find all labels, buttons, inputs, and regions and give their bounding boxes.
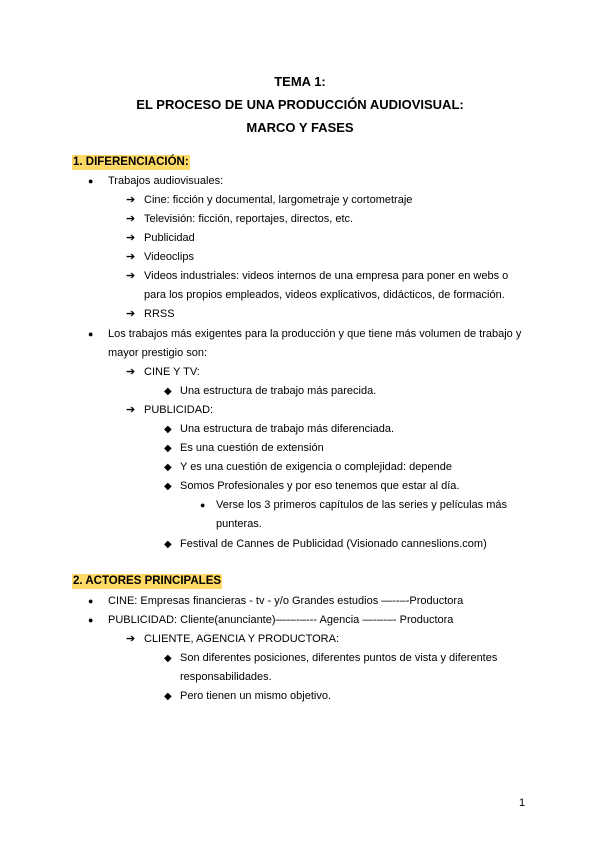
list-item: Verse los 3 primeros capítulos de las series y películas más	[216, 499, 508, 511]
arrow-icon: ➔	[126, 633, 136, 645]
arrow-icon: ➔	[126, 308, 136, 320]
list-item: Una estructura de trabajo más diferenciada.	[180, 423, 395, 435]
list-item: Los trabajos más exigentes para la producción y que tiene más volumen de trabajo y	[108, 328, 522, 340]
bullet-dot-icon: ●	[88, 329, 94, 339]
list-item: Trabajos audiovisuales:	[108, 175, 224, 187]
diamond-bullet-icon: ◆	[164, 462, 172, 473]
list-item-continuation: punteras.	[216, 518, 262, 530]
title-line-1: TEMA 1:	[274, 74, 326, 89]
list-item-continuation: responsabilidades.	[180, 671, 272, 683]
bullet-dot-icon: ●	[200, 500, 206, 510]
title-line-2: EL PROCESO DE UNA PRODUCCIÓN AUDIOVISUAL:	[136, 97, 464, 112]
diamond-bullet-icon: ◆	[164, 691, 172, 702]
list-item: Una estructura de trabajo más parecida.	[180, 385, 377, 397]
list-item: Son diferentes posiciones, diferentes puntos de vista y diferentes	[180, 652, 498, 664]
arrow-icon: ➔	[126, 213, 136, 225]
arrow-icon: ➔	[126, 404, 136, 416]
arrow-icon: ➔	[126, 194, 136, 206]
list-item: Cine: ficción y documental, largometraje y cortometraje	[144, 194, 413, 206]
list-item: PUBLICIDAD: Cliente(anunciante)—-–-–--- Agencia —-–-–- Productora	[108, 614, 454, 626]
list-item: Televisión: ficción, reportajes, directos, etc.	[144, 213, 354, 225]
list-item: PUBLICIDAD:	[144, 404, 214, 416]
list-item-continuation: mayor prestigio son:	[108, 347, 208, 359]
section-2-heading: 2. ACTORES PRINCIPALES	[73, 575, 222, 587]
list-item: RRSS	[144, 308, 175, 320]
page-number: 1	[519, 797, 526, 809]
list-item: CINE: Empresas financieras - tv - y/o Grandes estudios —--–-Productora	[108, 595, 464, 607]
list-item: Videos industriales: videos internos de una empresa para poner en webs o	[144, 270, 509, 282]
list-item: Videoclips	[144, 251, 194, 263]
diamond-bullet-icon: ◆	[164, 424, 172, 435]
bullet-dot-icon: ●	[88, 615, 94, 625]
diamond-bullet-icon: ◆	[164, 386, 172, 397]
list-item: Es una cuestión de extensión	[180, 442, 324, 454]
diamond-bullet-icon: ◆	[164, 443, 172, 454]
list-item: CLIENTE, AGENCIA Y PRODUCTORA:	[144, 633, 339, 645]
diamond-bullet-icon: ◆	[164, 653, 172, 664]
arrow-icon: ➔	[126, 232, 136, 244]
arrow-icon: ➔	[126, 270, 136, 282]
diamond-bullet-icon: ◆	[164, 481, 172, 492]
bullet-dot-icon: ●	[88, 176, 94, 186]
list-item: Publicidad	[144, 232, 195, 244]
arrow-icon: ➔	[126, 251, 136, 263]
arrow-icon: ➔	[126, 366, 136, 378]
title-line-3: MARCO Y FASES	[246, 120, 354, 135]
section-1-heading: 1. DIFERENCIACIÓN:	[73, 156, 189, 168]
list-item: Festival de Cannes de Publicidad (Visionado canneslions.com)	[180, 538, 487, 550]
list-item: CINE Y TV:	[144, 366, 200, 378]
bullet-dot-icon: ●	[88, 596, 94, 606]
list-item: Y es una cuestión de exigencia o complejidad: depende	[180, 461, 452, 473]
list-item-continuation: para los propios empleados, videos explicativos, didácticos, de formación.	[144, 289, 505, 301]
diamond-bullet-icon: ◆	[164, 539, 172, 550]
list-item: Somos Profesionales y por eso tenemos que estar al día.	[180, 480, 460, 492]
list-item: Pero tienen un mismo objetivo.	[180, 690, 332, 702]
